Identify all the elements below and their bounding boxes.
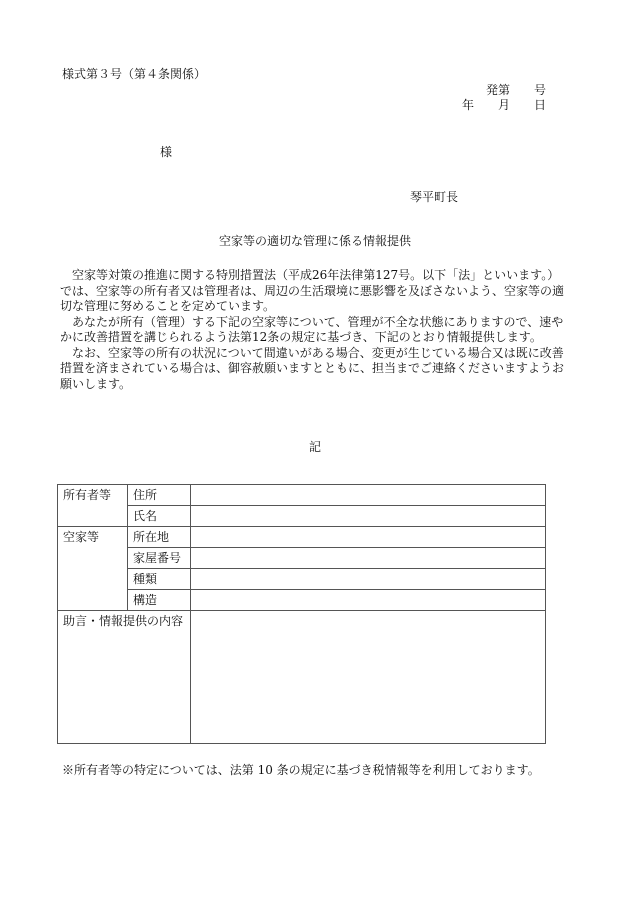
body-paragraph: なお、空家等の所有の状況について間違いがある場合、変更が生じている場合又は既に改善措置を済まされている場合は、御容赦願いますとともに、担当までご連絡くださいますようお願いします。 <box>60 345 565 391</box>
body-text <box>60 268 570 392</box>
addressee-honorific: 様 <box>160 145 173 159</box>
info-table <box>57 484 546 744</box>
sender-name: 琴平町長 <box>409 190 458 204</box>
table-row <box>58 527 546 548</box>
issue-date: 年 月 日 <box>461 98 546 112</box>
owner-address-label: 住所 <box>128 485 191 506</box>
owner-name-label: 氏名 <box>128 506 191 527</box>
advice-content <box>191 611 546 744</box>
owner-group-label: 所有者等 <box>58 485 128 527</box>
form-number: 様式第３号（第４条関係） <box>62 67 207 81</box>
type-label: 種類 <box>128 569 191 590</box>
body-paragraph: あなたが所有（管理）する下記の空家等について、管理が不全な状態にありますので、速やかに改善措置を講じられるよう法第12条の規定に基づき、下記のとおり情報提供します。 <box>60 314 564 344</box>
table-row <box>58 611 546 744</box>
table-row <box>58 548 546 569</box>
house-number-label: 家屋番号 <box>128 548 191 569</box>
table-row <box>58 506 546 527</box>
owner-name-value <box>191 506 546 527</box>
issue-number: 発第 号 <box>485 83 546 97</box>
advice-label: 助言・情報提供の内容 <box>58 611 191 744</box>
table-row <box>58 569 546 590</box>
table-row <box>58 590 546 611</box>
owner-address-value <box>191 485 546 506</box>
location-value <box>191 527 546 548</box>
structure-label: 構造 <box>128 590 191 611</box>
structure-value <box>191 590 546 611</box>
body-paragraph: 空家等対策の推進に関する特別措置法（平成26年法律第127号。以下「法」といいます。）では、空家等の所有者又は管理者は、周辺の生活環境に悪影響を及ぼさないよう、空家等の適切な管理に努めることを定めています。 <box>60 268 565 313</box>
record-heading: 記 <box>308 440 321 454</box>
type-value <box>191 569 546 590</box>
table-row <box>58 485 546 506</box>
location-label: 所在地 <box>128 527 191 548</box>
property-group-label: 空家等 <box>58 527 128 611</box>
document-title: 空家等の適切な管理に係る情報提供 <box>218 234 411 248</box>
house-number-value <box>191 548 546 569</box>
footnote: ※所有者等の特定については、法第 10 条の規定に基づき税情報等を利用しております。 <box>62 763 540 777</box>
